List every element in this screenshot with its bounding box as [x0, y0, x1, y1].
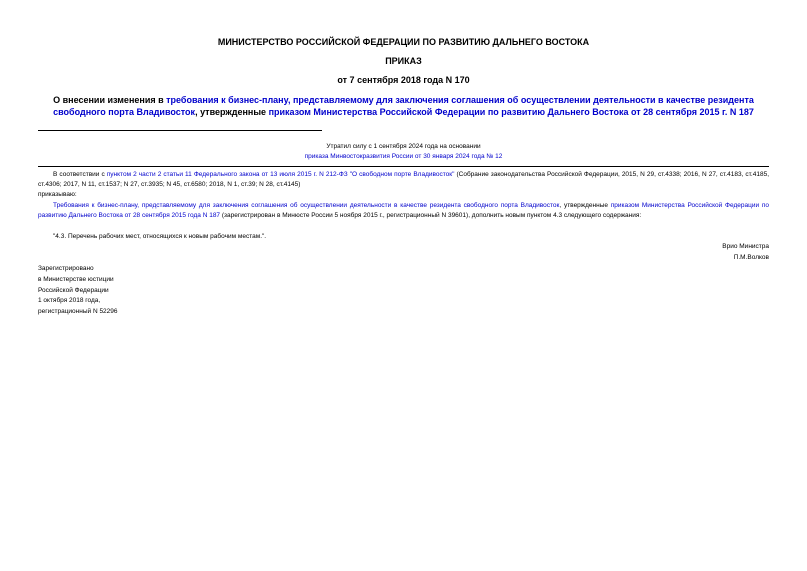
paragraph-basis	[38, 170, 769, 191]
heading-middle: , утвержденные	[195, 107, 269, 117]
heading-prefix: О внесении изменения в	[53, 95, 167, 105]
paragraph-amendment	[38, 201, 769, 222]
signature-name: П.М.Волков	[733, 254, 769, 261]
paragraph-order-verb: приказываю:	[38, 191, 77, 198]
registration-line-2: в Министерстве юстиции	[38, 276, 114, 283]
heading-link-requirements[interactable]: требования к бизнес-плану, представляемому для заключения соглашения об осуществлении деятельности в качестве резидента свободного порта Владивосток	[53, 95, 754, 117]
para3-suffix: (зарегистрирован в Минюсте России 5 ноября 2015 г., регистрационный N 39601), дополнить новым пунктом 4.3 следующего содержания:	[220, 212, 642, 220]
para3-requirements-link[interactable]: Требования к бизнес-плану, представляемому для заключения соглашения об осуществлении деятельности в качестве резидента свободного порта Владивосток	[53, 202, 560, 209]
para1-prefix: В соответствии с	[53, 171, 107, 178]
order-heading	[30, 94, 777, 118]
order-date: от 7 сентября 2018 года N 170	[337, 75, 470, 85]
para1-suffix: (Собрание законодательства Российской Федерации, 2015, N 29, ст.4338; 2016, N 27, ст.4183, ст.4185, ст.4306; 2017, N 11, ст.1537; N 27, ст.3935; N 45, ст.6580; 2018, N 1, ст.39; N 28, ст.4145)	[38, 171, 770, 189]
paragraph-new-item: "4.3. Перечень рабочих мест, относящихся к новым рабочим местам.".	[53, 233, 267, 240]
para3-middle: , утвержденные	[559, 202, 611, 209]
para1-law-link[interactable]: пунктом 2 части 2 статьи 11 Федерального закона от 13 июля 2015 г. N 212-ФЗ "О свободном порте Владивосток"	[106, 171, 455, 178]
registration-line-3: Российской Федерации	[38, 287, 109, 294]
divider-long	[38, 166, 769, 167]
registration-line-4: 1 октября 2018 года,	[38, 297, 101, 304]
registration-line-1: Зарегистрировано	[38, 265, 94, 272]
heading-link-order[interactable]: приказом Министерства Российской Федерации по развитию Дальнего Востока от 28 сентября 2015 г. N 187	[268, 107, 754, 117]
ministry-title: МИНИСТЕРСТВО РОССИЙСКОЙ ФЕДЕРАЦИИ ПО РАЗВИТИЮ ДАЛЬНЕГО ВОСТОКА	[217, 37, 590, 47]
lost-force-link[interactable]: приказа Минвостокразвития России от 30 января 2024 года № 12	[304, 153, 503, 160]
para3-order-link[interactable]: приказом Министерства Российской Федерации по развитию Дальнего Востока от 28 сентября 2015 года N 187	[38, 202, 769, 220]
lost-force-note: Утратил силу с 1 сентября 2024 года на основании	[326, 143, 481, 150]
order-word: ПРИКАЗ	[385, 56, 422, 66]
divider-short	[38, 130, 322, 131]
signature-position: Врио Министра	[722, 243, 769, 250]
registration-line-5: регистрационный N 52296	[38, 308, 118, 315]
